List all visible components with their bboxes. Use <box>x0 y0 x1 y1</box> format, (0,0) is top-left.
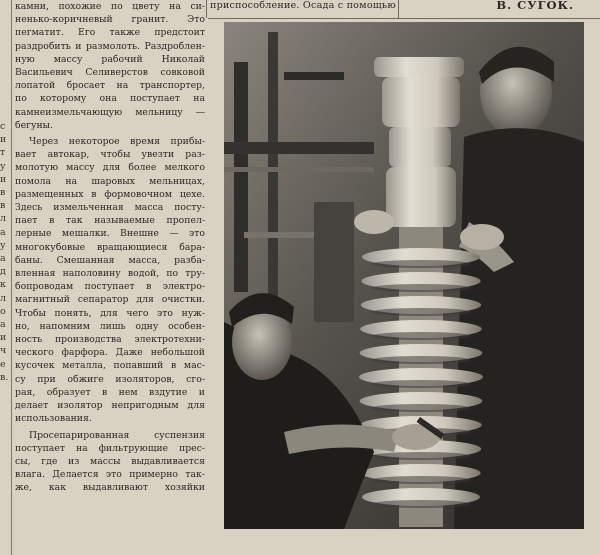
article-line: Здесь измельченная масса посту- <box>15 202 205 214</box>
left-column-letter: у <box>0 239 6 251</box>
left-column-letter: с <box>0 121 6 132</box>
article-line: делает изолятор непригодным для <box>15 400 205 412</box>
insulator-shed-shadow <box>371 284 471 292</box>
article-line: кусочек металла, попавший в мас- <box>15 360 205 372</box>
article-line: поступает на фильтрующие прес- <box>15 442 205 454</box>
left-column-letter: у <box>0 160 6 172</box>
insulator-shed-shadow <box>371 452 471 460</box>
article-line: влага. Делается это примерно так- <box>15 469 205 481</box>
article-line: бегуны. <box>15 119 53 131</box>
article-line: ность производства электротехни- <box>15 334 205 346</box>
left-column-letter: т <box>0 147 6 159</box>
article-line: бопроводам поступает в электро- <box>15 281 205 293</box>
article-line: ную массу рабочий Николай <box>15 53 205 65</box>
article-line: вает автокар, чтобы увезти раз- <box>15 149 205 161</box>
article-line: использования. <box>15 413 92 425</box>
article-line: помола на шаровых мельницах, <box>15 175 205 187</box>
insulator-shed-shadow <box>371 308 471 316</box>
article-line: Васильевич Селиверстов совковой <box>15 67 205 79</box>
article-line: размещенных в формовочном цехе. <box>15 188 205 200</box>
insulator-workers-image <box>224 22 584 529</box>
article-line: Просепарированная суспензия <box>29 429 205 441</box>
left-column-letter: а <box>0 226 6 238</box>
article-line: сы, где из массы выдавливается <box>15 455 205 467</box>
insulator-shed-shadow <box>371 260 471 268</box>
article-line: Чтобы понять, для чего это нуж- <box>15 307 205 319</box>
left-column-letter: л <box>0 213 7 225</box>
insulator-shed-shadow <box>371 500 471 508</box>
article-line: лерные мешалки. Внешне — это <box>15 228 205 240</box>
insulator-shed-shadow <box>371 380 471 388</box>
factory-photo <box>224 22 584 529</box>
author-byline: В. СУГОК. <box>496 0 574 12</box>
article-line: но, напомним лишь одну особен- <box>15 320 205 332</box>
article-line: же, как выдавливают хозяйки <box>15 482 205 494</box>
left-column-letter: в. <box>0 371 9 383</box>
left-column-letter: к <box>0 279 6 291</box>
article-line: магнитный сепаратор для очистки. <box>15 294 205 306</box>
article-line: вленная наполовину водой, по тру- <box>15 268 205 280</box>
left-column-letter: е <box>0 358 6 370</box>
left-column-letter: а <box>0 253 6 265</box>
article-line: пегматит. Его также предстоит <box>15 27 205 39</box>
left-column-letter: о <box>0 305 6 317</box>
article-line: ческого фарфора. Даже небольшой <box>15 347 205 359</box>
article-line: Через некоторое время прибы- <box>29 136 205 148</box>
left-column-fragments <box>0 120 10 384</box>
insulator-shed-shadow <box>371 332 471 340</box>
header-divider <box>398 0 399 18</box>
left-column-letter: л <box>0 292 7 304</box>
article-line: лопатой бросает на транспортер, <box>15 80 205 92</box>
left-column-letter: д <box>0 266 6 278</box>
header-divider <box>206 0 207 18</box>
left-column-letter: а <box>0 319 6 331</box>
header-rule <box>208 18 600 19</box>
insulator-shed-shadow <box>371 476 471 484</box>
insulator-sheds <box>359 248 483 508</box>
left-column-letter: и <box>0 332 7 344</box>
left-column-letter: в <box>0 187 6 199</box>
article-line: молотую массу для более мелкого <box>15 162 205 174</box>
article-line: многокубовые вращающиеся бара- <box>15 241 205 253</box>
left-column-letter: и <box>0 134 7 146</box>
article-line: камни, похожие по цвету на си- <box>15 1 205 12</box>
article-line: камнеизмельчающую мельницу — <box>15 106 205 118</box>
caption-continuation: приспособление. Осада с помощью <box>210 0 396 11</box>
article-line: су при обжиге изоляторов, сго- <box>15 373 205 385</box>
article-column <box>15 0 205 555</box>
insulator-shed-shadow <box>371 356 471 364</box>
article-line: баны. Смешанная масса, разба- <box>15 254 205 266</box>
article-line: по которому она поступает на <box>15 93 205 105</box>
left-column-letter: ч <box>0 345 7 357</box>
article-line: раздробить и размолоть. Раздроблен- <box>15 40 205 52</box>
insulator-shed-shadow <box>371 404 471 412</box>
left-column-letter: и <box>0 173 7 185</box>
column-divider <box>11 0 12 555</box>
left-column-letter: в <box>0 200 6 212</box>
article-line: ненько-коричневый гранит. Это <box>15 14 205 26</box>
article-line: рая, образует в нем вздутие и <box>15 386 205 398</box>
article-line: пает в так называемые пропел- <box>15 215 205 227</box>
